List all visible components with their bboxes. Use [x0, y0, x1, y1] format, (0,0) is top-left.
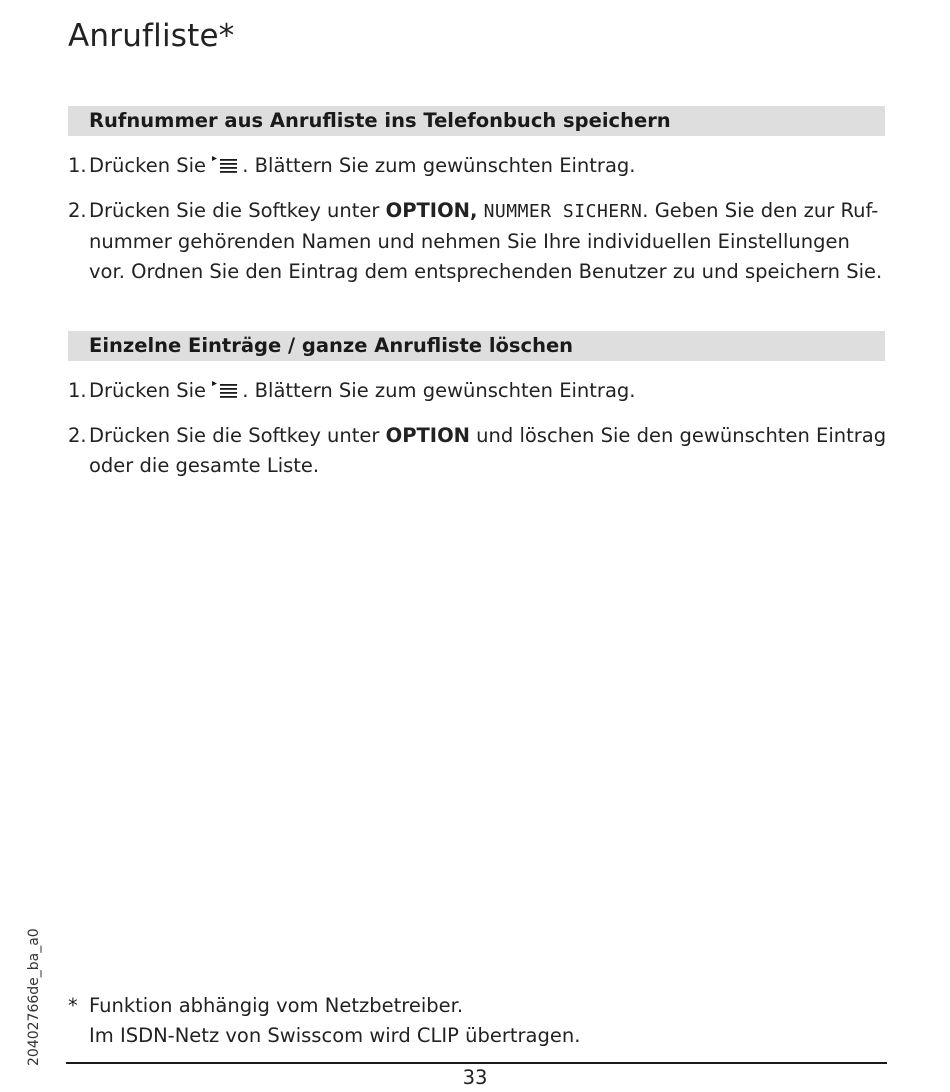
footnote-line-2: Im ISDN-Netz von Swisscom wird CLIP übertragen. [89, 1024, 581, 1047]
footnote [68, 991, 888, 1051]
step-text-pre: Drücken Sie [89, 379, 213, 402]
step-number: 1. [68, 379, 87, 402]
step-number: 1. [68, 154, 87, 177]
step-text [89, 421, 888, 481]
document-code: 20402766de_ba_a0 [26, 928, 42, 1066]
step-item [68, 376, 888, 406]
footer-rule [66, 1062, 887, 1064]
display-text-number-save: NUMMER SICHERN [483, 201, 643, 222]
step-number: 2. [68, 424, 87, 447]
page-number: 33 [462, 1066, 488, 1089]
step-item [68, 151, 888, 181]
page-title: Anrufliste* [68, 18, 235, 54]
section-heading: Rufnummer aus Anrufliste ins Telefonbuch speichern [89, 109, 671, 132]
step-text [89, 196, 888, 287]
step-text-post: . Blättern Sie zum gewünschten Eintrag. [242, 154, 636, 177]
step-text [89, 151, 888, 181]
section-heading: Einzelne Einträge / ganze Anrufliste löschen [89, 334, 574, 357]
footnote-marker: * [68, 994, 78, 1017]
softkey-option-label: OPTION [385, 424, 470, 447]
step-text-post: . Blättern Sie zum gewünschten Eintrag. [242, 379, 636, 402]
call-list-menu-icon [212, 155, 242, 173]
call-list-menu-icon [212, 380, 242, 398]
step-text-pre: Drücken Sie die Softkey unter [89, 199, 386, 222]
softkey-option-label: OPTION, [385, 199, 478, 222]
step-text-pre: Drücken Sie [89, 154, 213, 177]
step-text-pre: Drücken Sie die Softkey unter [89, 424, 386, 447]
step-text [89, 376, 888, 406]
step-item [68, 421, 888, 481]
footnote-text [89, 991, 888, 1051]
step-item [68, 196, 888, 287]
section-header-save-number [68, 106, 885, 136]
section-header-delete-entries [68, 331, 885, 361]
step-number: 2. [68, 199, 87, 222]
footnote-line-1: Funktion abhängig vom Netzbetreiber. [89, 994, 464, 1017]
step-text-post: . Geben Sie den zur Ruf-nummer gehörenden Namen und nehmen Sie Ihre individuellen Einstellungen vor. Ordnen Sie den Eintrag dem entsprechenden Benutzer zu und speichern Sie. [89, 199, 883, 283]
step-text-post: und löschen Sie den gewünschten Eintrag oder die gesamte Liste. [89, 424, 887, 477]
